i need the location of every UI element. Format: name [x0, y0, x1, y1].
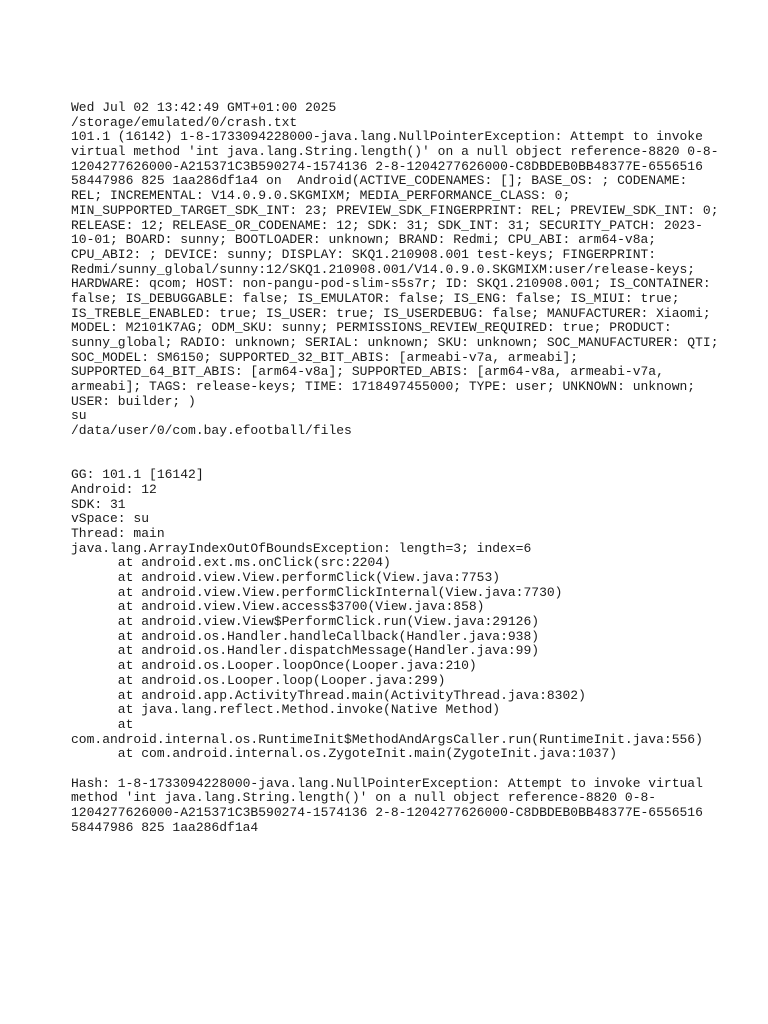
header-line: CPU_ABI2: ; DEVICE: sunny; DISPLAY: SKQ1.210908.001 test-keys; FINGERPRINT: — [71, 246, 657, 262]
header-line: SOC_MODEL: SM6150; SUPPORTED_32_BIT_ABIS: [armeabi-v7a, armeabi]; — [71, 349, 579, 365]
spacer — [71, 439, 741, 454]
hash-line: 58447986 825 1aa286df1a4 — [71, 819, 259, 835]
header-line: false; IS_DEBUGGABLE: false; IS_EMULATOR: false; IS_ENG: false; IS_MIUI: true; — [71, 290, 680, 306]
header-line: IS_TREBLE_ENABLED: true; IS_USER: true; IS_USERDEBUG: false; MANUFACTURER: Xiaomi; — [71, 305, 711, 321]
gg-version: GG: 101.1 [16142] — [71, 467, 204, 483]
spacer — [71, 454, 741, 469]
sdk-version: SDK: 31 — [71, 496, 126, 512]
android-version: Android: 12 — [71, 481, 157, 497]
stack-frame: at — [71, 716, 134, 732]
header-line: RELEASE: 12; RELEASE_OR_CODENAME: 12; SDK: 31; SDK_INT: 31; SECURITY_PATCH: 2023- — [71, 217, 703, 233]
header-line: armeabi]; TAGS: release-keys; TIME: 1718497455000; TYPE: user; UNKNOWN: unknown; — [71, 379, 696, 395]
header-line: SUPPORTED_64_BIT_ABIS: [arm64-v8a]; SUPPORTED_ABIS: [arm64-v8a, armeabi-v7a, — [71, 364, 664, 380]
header-line: MODEL: M2101K7AG; ODM_SKU: sunny; PERMISSIONS_REVIEW_REQUIRED: true; PRODUCT: — [71, 320, 672, 336]
stack-frame: at java.lang.reflect.Method.invoke(Native Method) — [71, 702, 501, 718]
header-line: USER: builder; ) — [71, 393, 196, 409]
files-dir-path: /data/user/0/com.bay.efootball/files — [71, 423, 352, 439]
user-line: su — [71, 408, 87, 424]
stack-frame: at android.os.Looper.loopOnce(Looper.java:210) — [71, 658, 477, 674]
thread-info: Thread: main — [71, 525, 165, 541]
crash-file-path: /storage/emulated/0/crash.txt — [71, 114, 298, 130]
header-line: REL; INCREMENTAL: V14.0.9.0.SKGMIXM; MEDIA_PERFORMANCE_CLASS: 0; — [71, 188, 571, 204]
header-line: 1204277626000-A215371C3B590274-1574136 2-8-1204277626000-C8DBDEB0BB48377E-6556516 — [71, 158, 703, 174]
header-line: Redmi/sunny_global/sunny:12/SKQ1.210908.001/V14.0.9.0.SKGMIXM:user/release-keys; — [71, 261, 696, 277]
header-line: virtual method 'int java.lang.String.length()' on a null object reference-8820 0-8- — [71, 144, 719, 160]
header-line: HARDWARE: qcom; HOST: non-pangu-pod-slim-s5s7r; ID: SKQ1.210908.001; IS_CONTAINER: — [71, 276, 711, 292]
stack-frame: at android.ext.ms.onClick(src:2204) — [71, 555, 391, 571]
stack-frame: at android.os.Looper.loop(Looper.java:299) — [71, 672, 446, 688]
exception-message: java.lang.ArrayIndexOutOfBoundsException: length=3; index=6 — [71, 540, 532, 556]
header-line: 10-01; BOARD: sunny; BOOTLOADER: unknown; BRAND: Redmi; CPU_ABI: arm64-v8a; — [71, 232, 657, 248]
stack-frame: at android.view.View.performClickInternal(View.java:7730) — [71, 584, 563, 600]
vspace-info: vSpace: su — [71, 511, 150, 527]
header-line: 101.1 (16142) 1-8-1733094228000-java.lang.NullPointerException: Attempt to invoke — [71, 129, 703, 145]
crash-header — [71, 130, 741, 409]
stack-frame: at android.view.View$PerformClick.run(View.java:29126) — [71, 614, 540, 630]
header-line: MIN_SUPPORTED_TARGET_SDK_INT: 23; PREVIEW_SDK_FINGERPRINT: REL; PREVIEW_SDK_INT: 0; — [71, 202, 719, 218]
stack-frame: at android.view.View.performClick(View.java:7753) — [71, 570, 501, 585]
stack-frame: at android.app.ActivityThread.main(ActivityThread.java:8302) — [71, 687, 586, 703]
stack-trace — [71, 542, 741, 762]
timestamp: Wed Jul 02 13:42:49 GMT+01:00 2025 — [71, 100, 337, 115]
stack-frame: at android.os.Handler.handleCallback(Handler.java:938) — [71, 628, 540, 644]
hash-line: Hash: 1-8-1733094228000-java.lang.NullPointerException: Attempt to invoke virtual — [71, 775, 703, 791]
header-line: sunny_global; RADIO: unknown; SERIAL: unknown; SKU: unknown; SOC_MANUFACTURER: QTI; — [71, 335, 719, 350]
crash-log-document — [71, 101, 741, 835]
hash-line: method 'int java.lang.String.length()' on a null object reference-8820 0-8- — [71, 790, 657, 806]
stack-frame: at com.android.internal.os.ZygoteInit.main(ZygoteInit.java:1037) — [71, 746, 618, 762]
header-line: 58447986 825 1aa286df1a4 on Android(ACTIVE_CODENAMES: []; BASE_OS: ; CODENAME: — [71, 173, 688, 189]
environment-info — [71, 468, 741, 541]
spacer — [71, 762, 741, 777]
stack-frame: com.android.internal.os.RuntimeInit$MethodAndArgsCaller.run(RuntimeInit.java:556) — [71, 731, 703, 747]
stack-frame: at android.view.View.access$3700(View.java:858) — [71, 599, 485, 615]
stack-frame: at android.os.Handler.dispatchMessage(Handler.java:99) — [71, 643, 540, 659]
hash-line: 1204277626000-A215371C3B590274-1574136 2-8-1204277626000-C8DBDEB0BB48377E-6556516 — [71, 805, 703, 820]
hash-block — [71, 777, 741, 836]
